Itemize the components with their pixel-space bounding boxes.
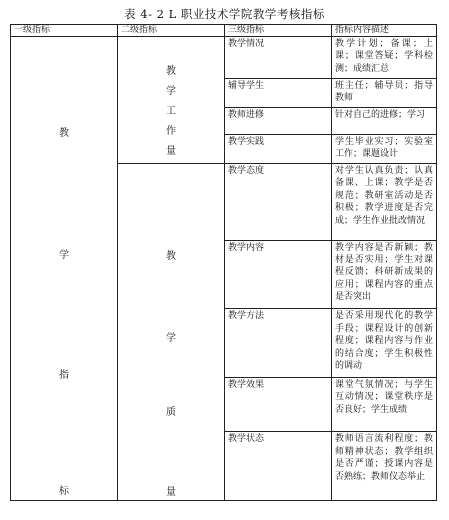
description-cell: 是否采用现代化的教学手段；课程设计的创新程度；课程内容与作业的结合度；学生积极性的调动: [332, 309, 437, 378]
level2-char: 作: [166, 126, 176, 137]
level3-cell: 教学实践: [225, 134, 332, 163]
level3-cell: 教学效果: [225, 377, 332, 431]
level2-cell-workload: [118, 37, 225, 164]
level3-cell: 教师进修: [225, 107, 332, 134]
description-cell: 班主任；辅导员；指导教师: [332, 78, 437, 107]
level1-char: 教: [59, 128, 69, 139]
table-title: 表 4- 2 L 职业技术学院教学考核指标: [124, 7, 325, 21]
level2-char: 工: [166, 106, 176, 117]
level2-char: 质: [166, 407, 176, 418]
level1-char: 标: [59, 486, 69, 497]
description-cell: 课堂气氛情况；与学生互动情况；课堂秩序是否良好；学生成绩: [332, 377, 437, 431]
table-row: [11, 37, 437, 79]
level2-cell-quality: [118, 164, 225, 501]
level3-cell: 教学态度: [225, 164, 332, 241]
description-cell: 教学内容是否新颖；教材是否实用；学生对课程反馈；科研新成果的应用；课程内容的重点是否突出: [332, 240, 437, 309]
header-level1: 一级指标: [11, 25, 118, 37]
description-cell: 学生毕业实习；实验室工作；课题设计: [332, 134, 437, 163]
level2-char: 教: [166, 66, 176, 77]
table-header-row: [11, 25, 437, 37]
evaluation-index-table: [10, 24, 437, 501]
header-description: 指标内容描述: [332, 25, 437, 37]
level2-char: 学: [166, 86, 176, 97]
level3-cell: 辅导学生: [225, 78, 332, 107]
description-cell: 教学计划；备课；上课；课堂答疑；学科检测；成绩汇总: [332, 37, 437, 79]
level1-char: 指: [59, 370, 69, 381]
description-cell: 针对自己的进修；学习: [332, 107, 437, 134]
header-level3: 三级指标: [225, 25, 332, 37]
level2-char: 教: [166, 251, 176, 262]
level1-cell: [11, 37, 118, 501]
level1-char: 学: [59, 250, 69, 261]
header-level2: 二级指标: [118, 25, 225, 37]
level3-cell: 教学方法: [225, 309, 332, 378]
level3-cell: 教学状态: [225, 432, 332, 501]
description-cell: 对学生认真负责；认真备课、上课；教学是否规范；教研室活动是否积极；教学进度是否完成；学生作业批改情况: [332, 164, 437, 241]
level3-cell: 教学情况: [225, 37, 332, 79]
level3-cell: 教学内容: [225, 240, 332, 309]
level2-char: 量: [166, 487, 176, 498]
level2-char: 量: [166, 146, 176, 157]
level2-char: 学: [166, 333, 176, 344]
description-cell: 教师语言流利程度；教师精神状态；教学组织是否严谨；授课内容是否熟练；教师仪态举止: [332, 432, 437, 501]
